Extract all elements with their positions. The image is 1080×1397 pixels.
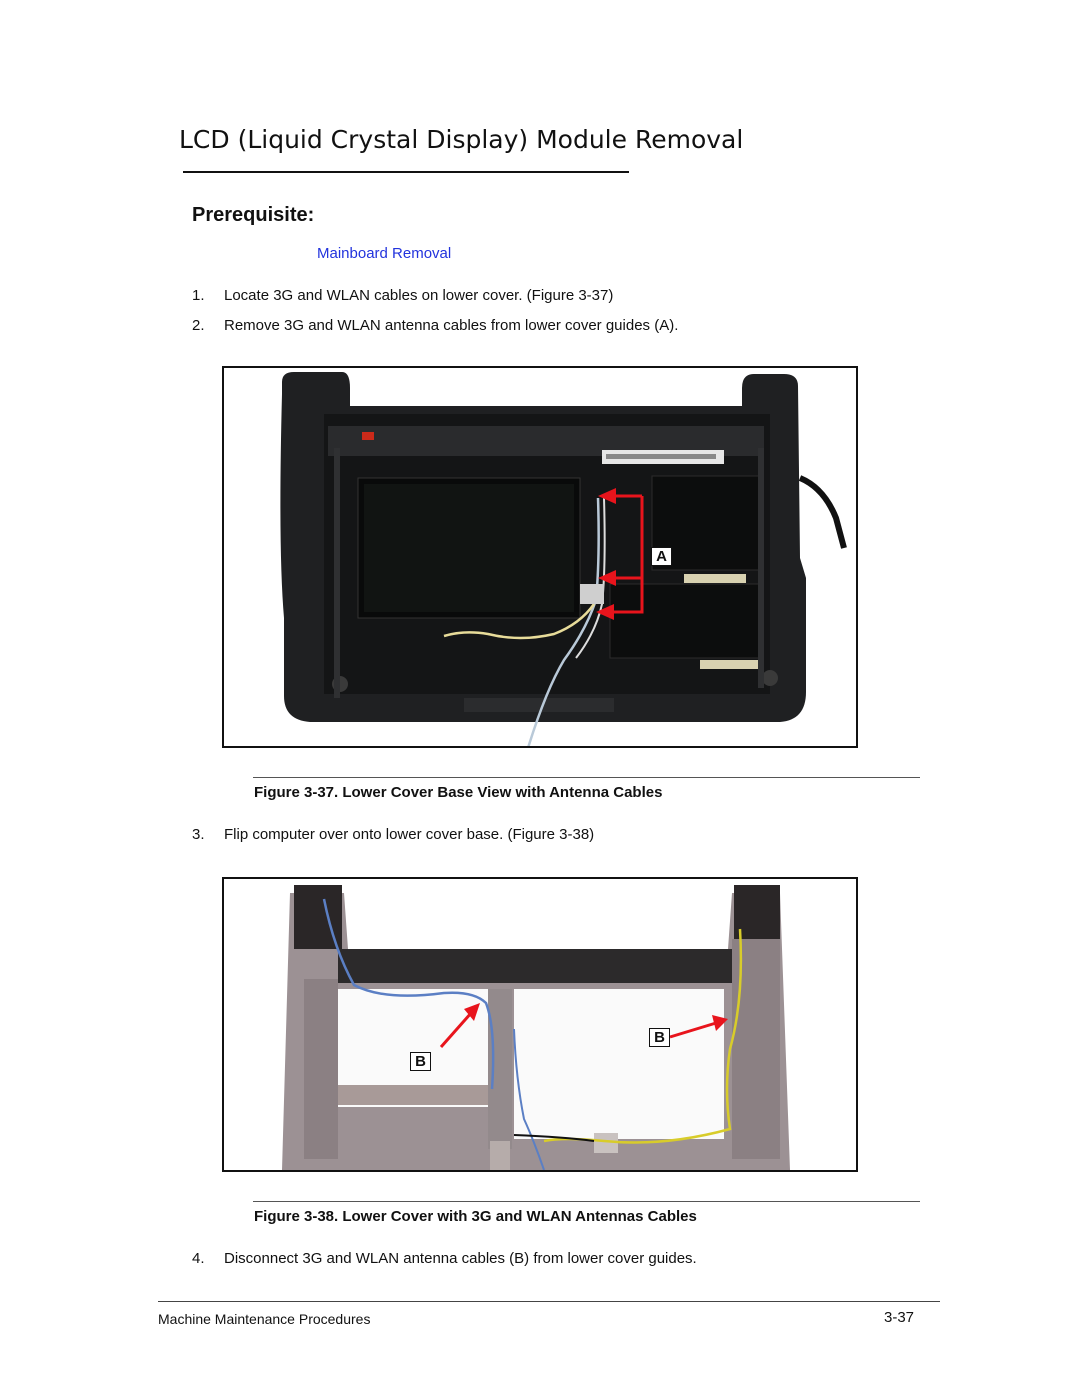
step-number: 3. (192, 826, 205, 843)
step-number: 2. (192, 317, 205, 334)
callout-a-label: A (651, 547, 672, 566)
figure-3-38-rule (253, 1201, 920, 1202)
figure-3-38-caption: Figure 3-38. Lower Cover with 3G and WLAN Antennas Cables (254, 1208, 697, 1225)
page-number: 3-37 (884, 1309, 915, 1326)
figure-3-37-photo (222, 366, 858, 748)
mainboard-removal-link[interactable]: Mainboard Removal (317, 245, 452, 262)
step-number: 4. (192, 1250, 205, 1267)
step-text: Locate 3G and WLAN cables on lower cover. (Figure 3-37) (224, 287, 614, 304)
step-text: Flip computer over onto lower cover base. (Figure 3-38) (224, 826, 595, 843)
footer-section-name: Machine Maintenance Procedures (158, 1311, 371, 1327)
step-text: Disconnect 3G and WLAN antenna cables (B) from lower cover guides. (224, 1250, 697, 1267)
step-text: Remove 3G and WLAN antenna cables from lower cover guides (A). (224, 317, 679, 334)
callout-b-left-label: B (410, 1052, 431, 1071)
lower-cover-top-photo (224, 879, 856, 1170)
prerequisite-heading: Prerequisite: (192, 204, 315, 226)
footer-rule (158, 1301, 940, 1302)
figure-3-37-caption: Figure 3-37. Lower Cover Base View with Antenna Cables (254, 784, 663, 801)
lower-cover-base-photo (224, 368, 856, 746)
title-underline (183, 171, 629, 173)
section-title: LCD (Liquid Crystal Display) Module Removal (179, 125, 744, 154)
figure-3-38-photo (222, 877, 858, 1172)
figure-3-37-rule (253, 777, 920, 778)
step-number: 1. (192, 287, 205, 304)
callout-b-right-label: B (649, 1028, 670, 1047)
